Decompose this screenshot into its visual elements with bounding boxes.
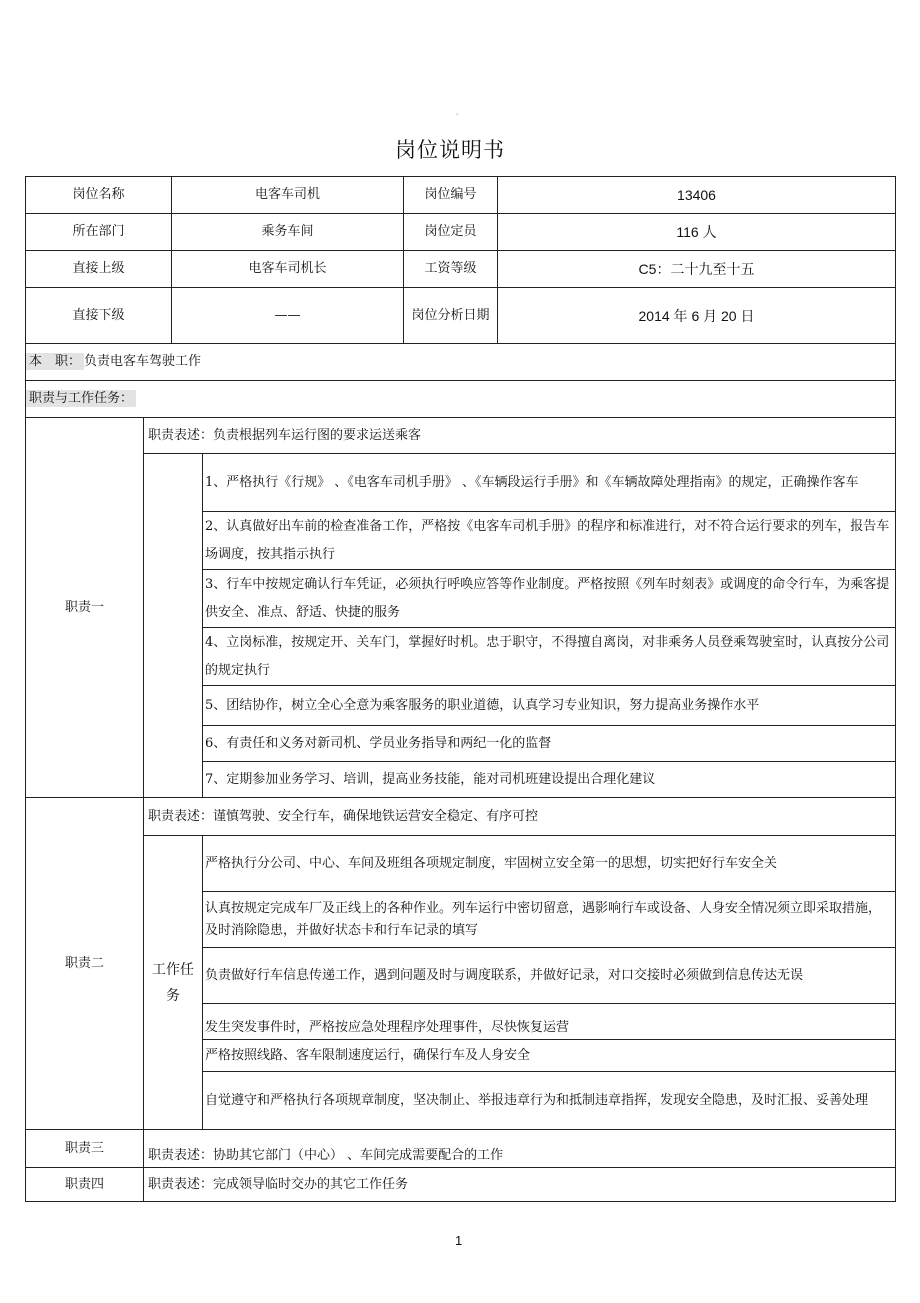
duty3-name: 职责三 xyxy=(26,1130,144,1168)
header-row xyxy=(26,177,896,214)
duty-line xyxy=(26,344,896,381)
duty-line-text: 负责电客车驾驶工作 xyxy=(84,354,202,369)
duty2-name: 职责二 xyxy=(26,798,144,1130)
label-analysis-date: 岗位分析日期 xyxy=(404,288,498,344)
duty1-item-row xyxy=(26,454,896,512)
section-label-row xyxy=(26,381,896,418)
label-direct-superior: 直接上级 xyxy=(26,251,172,288)
duty1-item: 7、定期参加业务学习、培训，提高业务技能，能对司机班建设提出合理化建议 xyxy=(203,762,896,798)
page-title: 岗位说明书 xyxy=(395,138,505,162)
duty2-statement: 职责表述：谨慎驾驶、安全行车，确保地铁运营安全稳定、有序可控 xyxy=(144,798,896,836)
duty2-item: 负责做好行车信息传递工作，遇到问题及时与调度联系，并做好记录，对口交接时必须做到信息传达无误 xyxy=(203,948,896,1004)
duty1-blank-cell xyxy=(144,454,203,798)
label-position-code: 岗位编号 xyxy=(404,177,498,214)
duty4-name: 职责四 xyxy=(26,1168,144,1202)
duty2-item-row xyxy=(26,836,896,892)
label-salary-grade: 工资等级 xyxy=(404,251,498,288)
value-direct-subordinate: —— xyxy=(172,288,404,344)
value-department: 乘务车间 xyxy=(172,214,404,251)
duty2-item: 认真按规定完成车厂及正线上的各种作业。列车运行中密切留意，遇影响行车或设备、人身安全情况须立即采取措施，及时消除隐患，并做好状态卡和行车记录的填写 xyxy=(203,892,896,948)
section-label: 职责与工作任务： xyxy=(26,390,136,407)
duties-table xyxy=(25,343,896,1202)
duty2-item: 严格执行分公司、中心、车间及班组各项规定制度，牢固树立安全第一的思想，切实把好行车安全关 xyxy=(203,836,896,892)
page-number: 1 xyxy=(455,1233,463,1248)
value-position-code: 13406 xyxy=(498,177,896,214)
duty1-item: 4、立岗标准，按规定开、关车门，掌握好时机。忠于职守，不得擅自离岗，对非乘务人员登乘驾驶室时，认真按分公司的规定执行 xyxy=(203,628,896,686)
duty1-item: 5、团结协作，树立全心全意为乘客服务的职业道德，认真学习专业知识，努力提高业务操作水平 xyxy=(203,686,896,726)
duty-line-row xyxy=(26,344,896,381)
header-row xyxy=(26,288,896,344)
top-mark: ' xyxy=(456,112,459,121)
header-table xyxy=(25,176,896,344)
label-department: 所在部门 xyxy=(26,214,172,251)
job-description-sheet xyxy=(25,176,895,1202)
duty2-task-label xyxy=(144,836,203,1130)
duty2-statement-row xyxy=(26,798,896,836)
label-direct-subordinate: 直接下级 xyxy=(26,288,172,344)
value-position-name: 电客车司机 xyxy=(172,177,404,214)
header-row xyxy=(26,214,896,251)
duty1-statement-row xyxy=(26,418,896,454)
duty-line-label: 本 职： xyxy=(26,353,84,370)
duty1-item: 6、有责任和义务对新司机、学员业务指导和两纪一化的监督 xyxy=(203,726,896,762)
duty1-item: 3、行车中按规定确认行车凭证，必须执行呼唤应答等作业制度。严格按照《列车时刻表》或调度的命令行车，为乘客提供安全、准点、舒适、快捷的服务 xyxy=(203,570,896,628)
value-salary-grade: C5：二十九至十五 xyxy=(498,251,896,288)
duty3-row xyxy=(26,1130,896,1168)
duty2-item: 自觉遵守和严格执行各项规章制度，坚决制止、举报违章行为和抵制违章指挥，发现安全隐患，及时汇报、妥善处理 xyxy=(203,1072,896,1130)
duty1-statement: 职责表述：负责根据列车运行图的要求运送乘客 xyxy=(144,418,896,454)
value-analysis-date: 2014 年 6 月 20 日 xyxy=(498,288,896,344)
duty4-row xyxy=(26,1168,896,1202)
duty3-statement: 职责表述：协助其它部门（中心） 、车间完成需要配合的工作 xyxy=(144,1130,896,1168)
duty1-name: 职责一 xyxy=(26,418,144,798)
value-direct-superior: 电客车司机长 xyxy=(172,251,404,288)
duty2-item: 发生突发事件时，严格按应急处理程序处理事件，尽快恢复运营 xyxy=(203,1004,896,1040)
duty4-statement: 职责表述：完成领导临时交办的其它工作任务 xyxy=(144,1168,896,1202)
value-headcount: 116 人 xyxy=(498,214,896,251)
duty1-item: 2、认真做好出车前的检查准备工作，严格按《电客车司机手册》的程序和标准进行，对不符合运行要求的列车，报告车场调度，按其指示执行 xyxy=(203,512,896,570)
label-position-name: 岗位名称 xyxy=(26,177,172,214)
duty1-item: 1、严格执行《行规》 、《电客车司机手册》 、《车辆段运行手册》和《车辆故障处理指南》的规定，正确操作客车 xyxy=(203,454,896,512)
duty2-item: 严格按照线路、客车限制速度运行，确保行车及人身安全 xyxy=(203,1040,896,1072)
label-headcount: 岗位定员 xyxy=(404,214,498,251)
section-label-cell xyxy=(26,381,896,418)
header-row xyxy=(26,251,896,288)
duty2-task-label-text: 工作任务 xyxy=(152,961,194,1004)
